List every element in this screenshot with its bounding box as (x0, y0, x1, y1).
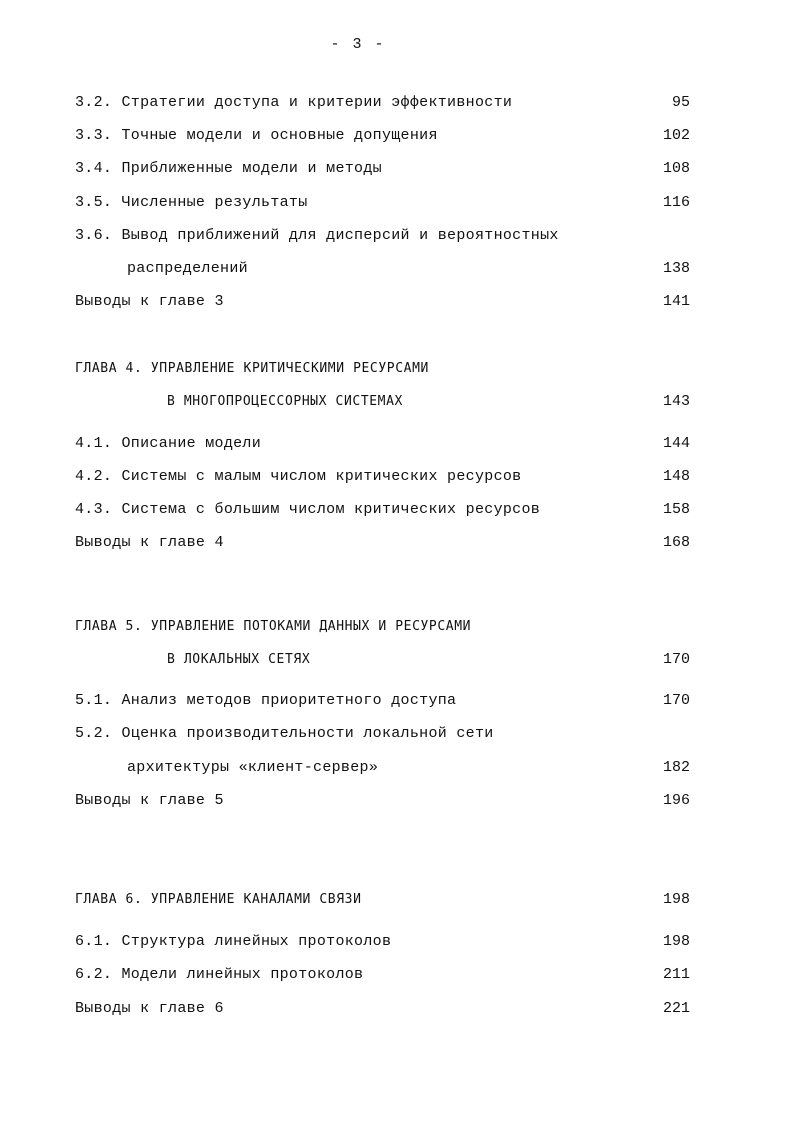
toc-entry-title: 4.2. Системы с малым числом критических ресурсов (75, 468, 522, 485)
toc-entry-3-6 (75, 226, 690, 246)
toc-entry-page: 102 (662, 127, 690, 144)
toc-chapter-6 (75, 890, 690, 910)
toc-entry-page: 198 (662, 891, 690, 908)
toc-chapter-title: ГЛАВА 6. УПРАВЛЕНИЕ КАНАЛАМИ СВЯЗИ (75, 892, 362, 907)
toc-entry-page: 170 (662, 651, 690, 668)
toc-entry-4-1 (75, 434, 690, 454)
toc-entry-title: 4.1. Описание модели (75, 435, 262, 452)
toc-entry-3-6-continued (127, 259, 690, 279)
toc-entry-6-1 (75, 932, 690, 952)
toc-entry-page: 138 (662, 260, 690, 277)
toc-chapter-title: ГЛАВА 4. УПРАВЛЕНИЕ КРИТИЧЕСКИМИ РЕСУРСАМИ (75, 361, 429, 376)
toc-entry-conclusions-6 (75, 999, 690, 1019)
toc-entry-conclusions-4 (75, 533, 690, 553)
toc-entry-conclusions-3 (75, 292, 690, 312)
toc-entry-page: 170 (662, 692, 690, 709)
toc-entry-title: Выводы к главе 3 (75, 293, 224, 310)
toc-entry-page: 158 (662, 501, 690, 518)
toc-entry-title: Выводы к главе 4 (75, 534, 224, 551)
toc-entry-page: 108 (662, 160, 690, 177)
toc-chapter-title: ГЛАВА 5. УПРАВЛЕНИЕ ПОТОКАМИ ДАННЫХ И РЕСУРСАМИ (75, 619, 472, 634)
toc-entry-title: 5.2. Оценка производительности локальной сети (75, 725, 494, 742)
toc-entry-4-3 (75, 500, 690, 520)
toc-entry-6-2 (75, 965, 690, 985)
toc-entry-page: 168 (662, 534, 690, 551)
toc-entry-page: 196 (662, 792, 690, 809)
toc-entry-page: 148 (662, 468, 690, 485)
toc-entry-title: 3.5. Численные результаты (75, 194, 308, 211)
toc-entry-page: 143 (662, 393, 690, 410)
toc-chapter-4-continued (167, 392, 690, 412)
toc-entry-3-3 (75, 126, 690, 146)
toc-entry-title-continued: распределений (127, 260, 248, 277)
page-number: - 3 - (330, 36, 386, 53)
toc-entry-5-1 (75, 691, 690, 711)
toc-entry-title: 5.1. Анализ методов приоритетного доступа (75, 692, 457, 709)
toc-entry-title: 6.2. Модели линейных протоколов (75, 966, 364, 983)
toc-entry-title: 6.1. Структура линейных протоколов (75, 933, 392, 950)
toc-entry-3-2 (75, 93, 690, 113)
toc-entry-page: 211 (662, 966, 690, 983)
toc-entry-title: 3.6. Вывод приближений для дисперсий и вероятностных (75, 227, 559, 244)
toc-entry-4-2 (75, 467, 690, 487)
toc-chapter-4 (75, 359, 690, 379)
toc-entry-title: 3.4. Приближенные модели и методы (75, 160, 382, 177)
toc-entry-title: Выводы к главе 5 (75, 792, 224, 809)
toc-chapter-title-continued: В ЛОКАЛЬНЫХ СЕТЯХ (167, 652, 311, 667)
toc-entry-3-4 (75, 159, 690, 179)
toc-entry-conclusions-5 (75, 791, 690, 811)
toc-chapter-5-continued (167, 650, 690, 670)
toc-entry-page: 95 (671, 94, 690, 111)
toc-entry-page: 141 (662, 293, 690, 310)
toc-entry-title-continued: архитектуры «клиент-сервер» (127, 759, 379, 776)
toc-entry-page: 198 (662, 933, 690, 950)
toc-entry-page: 221 (662, 1000, 690, 1017)
toc-entry-title: 3.3. Точные модели и основные допущения (75, 127, 438, 144)
toc-entry-page: 144 (662, 435, 690, 452)
toc-entry-page: 116 (662, 194, 690, 211)
toc-entry-title: 3.2. Стратегии доступа и критерии эффективности (75, 94, 513, 111)
toc-entry-title: Выводы к главе 6 (75, 1000, 224, 1017)
toc-entry-page: 182 (662, 759, 690, 776)
toc-entry-5-2-continued (127, 758, 690, 778)
toc-entry-title: 4.3. Система с большим числом критических ресурсов (75, 501, 541, 518)
toc-chapter-5 (75, 617, 690, 637)
toc-entry-5-2 (75, 724, 690, 744)
toc-chapter-title-continued: В МНОГОПРОЦЕССОРНЫХ СИСТЕМАХ (167, 394, 403, 409)
toc-entry-3-5 (75, 193, 690, 213)
